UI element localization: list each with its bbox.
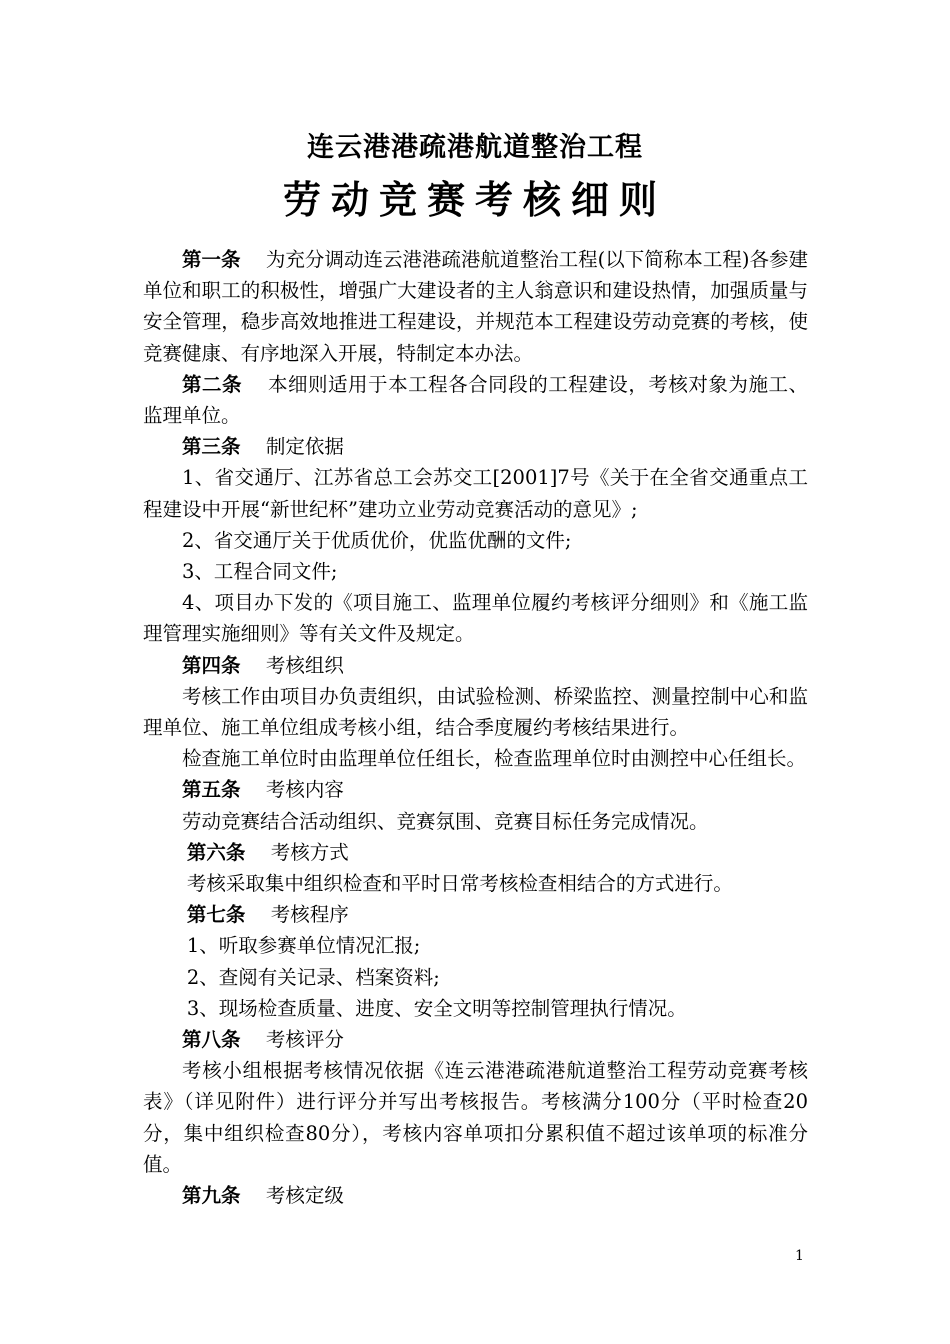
article-heading: 考核内容 [265, 778, 344, 802]
list-item: 2、省交通厅关于优质优价，优监优酬的文件; [182, 528, 572, 552]
article-label: 第四条 [182, 653, 241, 677]
list-item: 3、工程合同文件; [182, 560, 338, 584]
list-item: 1、听取参赛单位情况汇报; [186, 934, 421, 958]
list-item: 1、省交通厅、江苏省总工会苏交工[2001]7号《关于在全省交通重点工程建设中开展“新世纪杯”建功立业劳动竞赛活动的意见》; [143, 466, 808, 521]
list-item: 3、现场检查质量、进度、安全文明等控制管理执行情况。 [186, 996, 687, 1020]
paragraph: 考核工作由项目办负责组织，由试验检测、桥梁监控、测量控制中心和监理单位、施工单位组成考核小组，结合季度履约考核结果进行。 [143, 684, 808, 740]
article-label: 第八条 [182, 1028, 241, 1052]
article-heading: 考核组织 [265, 653, 344, 677]
article-label: 第六条 [186, 840, 246, 864]
article-heading: 考核评分 [265, 1028, 344, 1052]
article-4 [143, 650, 808, 681]
list-item: 2、查阅有关记录、档案资料; [186, 965, 440, 989]
paragraph: 检查施工单位时由监理单位任组长，检查监理单位时由测控中心任组长。 [182, 747, 807, 771]
article-label: 第九条 [182, 1184, 241, 1208]
article-text: 为充分调动连云港港疏港航道整治工程(以下简称本工程)各参建单位和职工的积极性，增强广大建设者的主人翁意识和建设热情，加强质量与安全管理，稳步高效地推进工程建设，并规范本工程建设劳动竞赛的考核，使竞赛健康、有序地深入开展，特制定本办法。 [143, 248, 808, 365]
article-label: 第一条 [182, 248, 241, 271]
paragraph: 考核小组根据考核情况依据《连云港港疏港航道整治工程劳动竞赛考核表》（详见附件）进行评分并写出考核报告。考核满分100分（平时检查20分，集中组织检查80分），考核内容单项扣分累积值不超过该单项的标准分值。 [143, 1059, 808, 1176]
list-item: 4、项目办下发的《项目施工、监理单位履约考核评分细则》和《施工监理管理实施细则》等有关文件及规定。 [143, 591, 808, 646]
article-text: 本细则适用于本工程各合同段的工程建设，考核对象为施工、监理单位。 [143, 372, 808, 428]
article-label: 第五条 [182, 778, 241, 802]
article-2 [143, 369, 808, 431]
article-label: 第二条 [182, 372, 243, 396]
article-1 [143, 244, 808, 369]
article-7 [143, 899, 808, 930]
article-label: 第三条 [182, 435, 241, 459]
paragraph: 考核采取集中组织检查和平时日常考核检查相结合的方式进行。 [186, 872, 733, 896]
article-heading: 考核定级 [265, 1184, 344, 1208]
article-9 [143, 1180, 808, 1211]
article-heading: 制定依据 [265, 435, 344, 459]
article-5 [143, 774, 808, 805]
paragraph: 劳动竞赛结合活动组织、竞赛氛围、竞赛目标任务完成情况。 [182, 809, 709, 833]
article-8 [143, 1024, 808, 1055]
article-label: 第七条 [186, 903, 246, 927]
document-title-main: 劳动竞赛考核细则 [282, 177, 667, 222]
page-number: 1 [795, 1248, 804, 1264]
article-3 [143, 431, 808, 462]
document-title-project: 连云港港疏港航道整治工程 [307, 132, 643, 163]
document-body [143, 244, 808, 1211]
article-6 [143, 837, 808, 868]
article-heading: 考核程序 [270, 903, 349, 927]
article-heading: 考核方式 [270, 840, 349, 864]
